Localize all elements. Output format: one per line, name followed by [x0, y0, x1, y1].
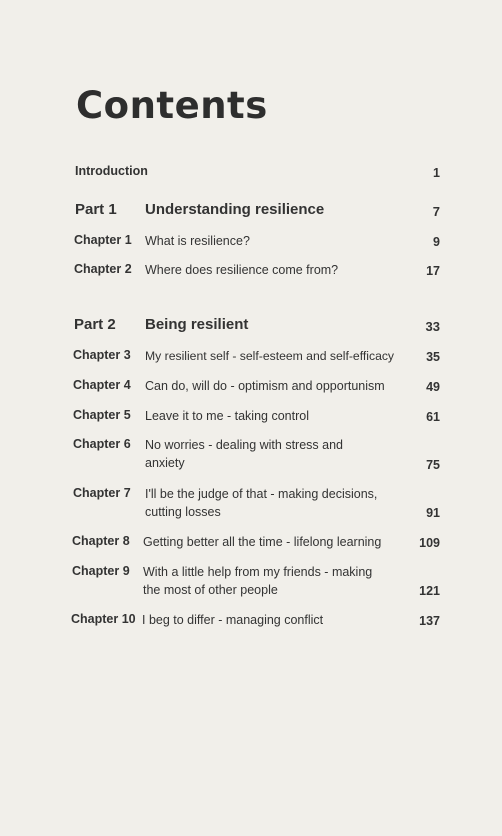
toc-page-number: 75: [426, 458, 440, 472]
toc-page-number: 61: [426, 410, 440, 424]
toc-label: Part 2: [74, 316, 116, 333]
toc-title: No worries - dealing with stress and anxiety: [145, 438, 343, 470]
toc-page-number: 1: [433, 166, 440, 180]
page-title: Contents: [76, 84, 268, 127]
toc-title: I'll be the judge of that - making decisions, cutting losses: [145, 487, 378, 519]
toc-label: Part 1: [75, 201, 117, 218]
toc-label: Chapter 1: [74, 233, 132, 247]
toc-title: Leave it to me - taking control: [145, 409, 309, 423]
toc-label: Introduction: [75, 164, 148, 178]
toc-label: Chapter 4: [73, 378, 131, 392]
toc-title: With a little help from my friends - making the most of other people: [143, 565, 373, 597]
toc-label: Chapter 7: [73, 486, 131, 500]
toc-page-number: 17: [426, 264, 440, 278]
toc-label: Chapter 2: [74, 262, 132, 276]
toc-label: Chapter 6: [73, 437, 131, 451]
toc-label: Chapter 3: [73, 348, 131, 362]
toc-page-number: 137: [419, 614, 440, 628]
toc-title: Where does resilience come from?: [145, 263, 339, 277]
toc-page-number: 33: [425, 319, 440, 334]
toc-title: Understanding resilience: [145, 201, 325, 218]
toc-title: I beg to differ - managing conflict: [142, 613, 324, 627]
toc-page-number: 91: [426, 506, 440, 520]
toc-title: Being resilient: [145, 316, 249, 333]
toc-label: Chapter 8: [72, 534, 130, 548]
toc-page-number: 49: [426, 380, 440, 394]
toc-label: Chapter 9: [72, 564, 130, 578]
toc-label: Chapter 10: [71, 612, 136, 626]
toc-title: My resilient self - self-esteem and self-efficacy: [145, 349, 395, 363]
toc-page-number: 9: [433, 235, 440, 249]
toc-page-number: 7: [432, 204, 440, 219]
toc-page-number: 121: [419, 584, 440, 598]
toc-label: Chapter 5: [73, 408, 131, 422]
toc-title: Can do, will do - optimism and opportunism: [145, 379, 385, 393]
toc-page-number: 109: [419, 536, 440, 550]
toc-title: What is resilience?: [145, 234, 250, 248]
toc-page-number: 35: [426, 350, 440, 364]
toc-title: Getting better all the time - lifelong learning: [143, 535, 382, 549]
